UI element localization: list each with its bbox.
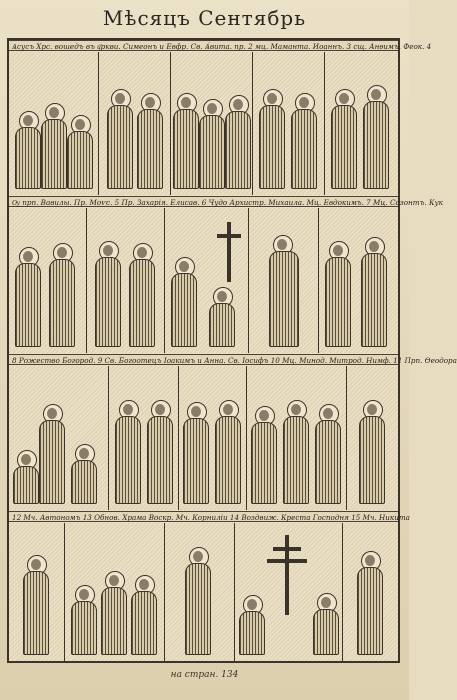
saint-figure: [315, 404, 341, 504]
saint-figure: [147, 400, 173, 504]
saint-figure: [283, 400, 309, 504]
saint-figure: [67, 115, 93, 189]
page-title: Мѣсяцъ Сентябрь: [102, 6, 307, 30]
saint-figure: [225, 95, 251, 189]
saint-figure: [71, 585, 97, 655]
row-caption: Ѹ прп. Вавилы. Пр. Моѵс. 5 Пр. Захарія. Елисав. 6 Чудо Архистр. Михаила. Мц. Евдокимъ. 7 Мц. Созонтъ. Кук: [9, 196, 398, 207]
icon-panel: [87, 208, 165, 353]
saint-figure: [361, 237, 387, 347]
saint-figure: [357, 551, 383, 655]
icon-row-2: [9, 208, 398, 353]
icon-panel: [171, 52, 253, 195]
saint-figure: [331, 89, 357, 189]
icon-panel: [319, 208, 398, 353]
page-footer: на стран. 134: [170, 670, 239, 680]
icon-row-1: [9, 52, 398, 195]
saint-figure: [131, 575, 157, 655]
cross-shape: [273, 547, 301, 551]
icon-panel: [325, 52, 398, 195]
icon-panel: [347, 366, 398, 510]
saint-figure: [291, 93, 317, 189]
saint-figure: [313, 593, 339, 655]
calendar-frame: [7, 38, 457, 663]
saint-figure: [49, 243, 75, 347]
icon-row-4: [9, 523, 398, 661]
saint-figure: [95, 241, 121, 347]
row-caption: 8 Рожество Богород. 9 Св. Богоотецъ Іоакимъ и Анна. Св. Іосифъ 10 Мц. Минод. Митрод. Нимф. 11 Прп. Ѳеодора: [9, 354, 398, 365]
row-caption: Ѧсусъ Хрс. вошедъ въ ц҃ркви. Симеонъ и Евфр. Св. Ѧ́вита. пр. 2 мц. Маманта. Иоаннъ. 3 сщ. Анѳимъ. Феок. 4: [9, 40, 398, 51]
icon-panel: [9, 52, 99, 195]
icon-panel: [109, 366, 179, 510]
saint-figure: [107, 89, 133, 189]
saint-figure: [101, 571, 127, 655]
row-caption: 12 Мч. Автономъ 13 Обнов. Храма Воскр. Мч. Корниліи 14 Воздвиж. Креста Господня 15 Мч. Никита: [9, 511, 398, 522]
cross-shape: [267, 559, 307, 563]
saint-figure: [13, 450, 39, 504]
saint-figure: [215, 400, 241, 504]
icon-panel: [9, 366, 109, 510]
icon-panel: [65, 523, 165, 661]
saint-figure: [173, 93, 199, 189]
icon-panel: [249, 208, 319, 353]
saint-figure: [325, 241, 351, 347]
saint-figure: [363, 85, 389, 189]
saint-figure: [199, 99, 225, 189]
saint-figure: [137, 93, 163, 189]
saint-figure: [15, 111, 41, 189]
saint-figure: [41, 103, 67, 189]
icon-panel: [9, 523, 65, 661]
saint-figure: [209, 287, 235, 347]
saint-figure: [15, 247, 41, 347]
icon-panel: [179, 366, 247, 510]
icon-panel: [235, 523, 343, 661]
saint-figure: [39, 404, 65, 504]
cross-shape: [217, 234, 241, 238]
cross-shape: [227, 222, 231, 282]
saint-figure: [259, 89, 285, 189]
saint-figure: [269, 235, 299, 347]
saint-figure: [239, 595, 265, 655]
icon-panel: [165, 523, 235, 661]
saint-figure: [183, 402, 209, 504]
saint-figure: [71, 444, 97, 504]
icon-panel: [9, 208, 87, 353]
icon-row-3: [9, 366, 398, 510]
saint-figure: [359, 400, 385, 504]
saint-figure: [129, 243, 155, 347]
icon-panel: [343, 523, 398, 661]
saint-figure: [115, 400, 141, 504]
archangel-figure: [171, 257, 197, 347]
icon-panel: [165, 208, 249, 353]
saint-figure: [185, 547, 211, 655]
icon-panel: [247, 366, 347, 510]
icon-panel: [253, 52, 325, 195]
saint-figure: [251, 406, 277, 504]
saint-figure: [23, 555, 49, 655]
icon-panel: [99, 52, 171, 195]
